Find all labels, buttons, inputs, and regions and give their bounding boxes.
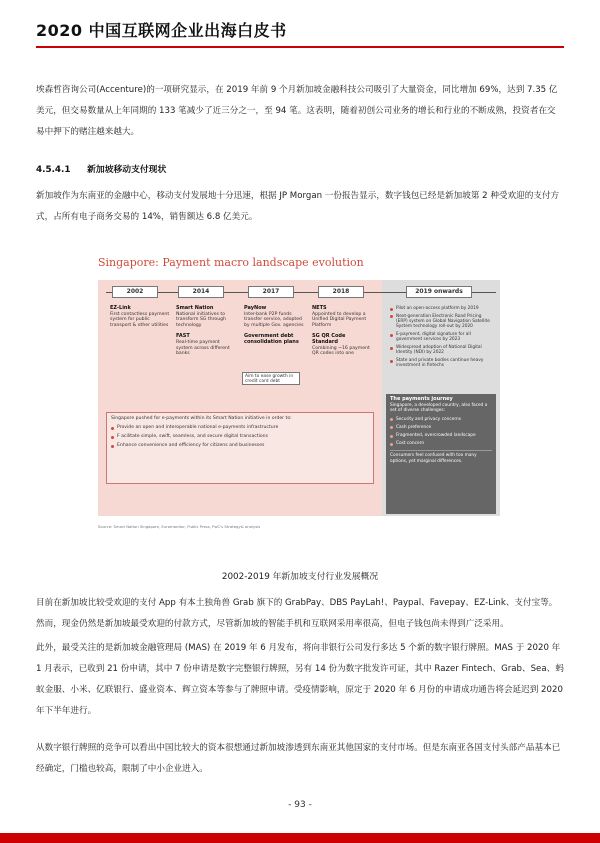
onwards-item: Widespread adoption of National Digital Identity (NDI) by 2022 — [390, 345, 494, 355]
page-number: - 93 - — [288, 800, 312, 810]
journey-conclusion: Consumers feel confused with too many options, yet marginal differences. — [390, 450, 492, 463]
ezlink-title: EZ-Link — [110, 305, 131, 311]
header-rule — [36, 46, 564, 48]
page-header — [0, 0, 600, 52]
smart-nation-desc: National initiatives to transform SG through technology — [176, 311, 226, 328]
column-2002 — [110, 306, 170, 328]
smart-nation-intro: Singapore pushed for e-payments within its Smart Nation initiative in order to: — [111, 416, 292, 421]
year-2017: 2017 — [248, 286, 294, 298]
onwards-bullets — [390, 306, 494, 371]
journey-item: Fragmented, overcrowded landscape — [390, 433, 492, 438]
smart-nation-item: F acilitate simple, swift, seamless, and secure digital transactions — [111, 434, 369, 440]
onwards-item: Next-generation Electronic Road Pricing (ERP) system on Global Navigation Satellite System technology roll-out by 2020 — [390, 314, 494, 330]
column-2014 — [176, 306, 236, 357]
nets-desc: Appointed to develop a Unified Digital Payment Platform — [312, 311, 367, 328]
paynow-title: PayNow — [244, 305, 267, 311]
paragraph-singapore-payment: 新加坡作为东南亚的金融中心，移动支付发展地十分迅速，根据 JP Morgan 一份报告显示，数字钱包已经是新加坡第 2 种受欢迎的支付方式，占所有电子商务交易的 14%，销售额达 6.8 亿美元。 — [36, 191, 560, 222]
ezlink-desc: First contactless payment system for public transport & other utilities — [110, 311, 170, 328]
figure-caption: 2002-2019 年新加坡支付行业发展概况 — [221, 572, 379, 582]
paragraph-popular-apps: 目前在新加坡比较受欢迎的支付 App 有本土独角兽 Grab 旗下的 GrabPay、DBS PayLah!、Paypal、Favepay、EZ-Link、支付宝等。然而，现金仍然是新加坡最受欢迎的付款方式，尽管新加坡的智能手机和互联网采用率很高，但电子钱包尚未得到广泛采用。 — [36, 598, 558, 629]
smart-nation-item: Enhance convenience and efficiency for citizens and businesses — [111, 443, 369, 449]
footer-bar — [0, 833, 600, 843]
column-2017 — [244, 306, 304, 346]
smart-nation-title: Smart Nation — [176, 305, 214, 311]
paragraph-accenture: 埃森哲咨询公司(Accenture)的一项研究显示，在 2019 年前 9 个月新加坡金融科技公司吸引了大量资金，同比增加 69%，达到 7.35 亿美元，但交易数量从上年同期的 133 笔减少了近三分之一，至 94 笔。这表明，随着初创公司业务的增长和行业的不断成熟，投资者在交易中押下的赌注越来越大。 — [36, 85, 558, 137]
smart-nation-box — [106, 412, 374, 484]
fast-title: FAST — [176, 333, 190, 340]
year-2002: 2002 — [112, 286, 158, 298]
header-title: 2020 中国互联网企业出海白皮书 — [36, 21, 287, 40]
figure-title: Singapore: Payment macro landscape evolution — [98, 256, 364, 269]
nets-title: NETS — [312, 305, 327, 311]
smart-nation-item: Provide an open and interoperable national e-payments infrastructure — [111, 425, 369, 431]
paragraph-conclusion: 从数字银行牌照的竞争可以看出中国比较大的资本很想通过新加坡渗透到东南亚其他国家的支付市场。但是东南亚各国支付头部产品基本已经确定，门槛也较高，限制了中小企业进入。 — [36, 743, 561, 774]
sgqr-desc: Combining ~16 payment QR codes into one — [312, 345, 370, 357]
journey-item: Security and privacy concerns — [390, 417, 492, 422]
aim-box: Aim to ease growth in credit card debt — [242, 372, 300, 385]
year-2019-onwards: 2019 onwards — [406, 286, 472, 298]
figure-source: Source: Smart Nation Singapore, Euromonitor, Public Press, PwC's Strategy& analysis — [98, 524, 261, 529]
payment-landscape-figure — [98, 252, 500, 542]
journey-item: Cash preference — [390, 425, 492, 430]
column-2018 — [312, 306, 372, 357]
section-heading — [36, 162, 166, 175]
section-title: 新加坡移动支付现状 — [87, 165, 167, 175]
journey-item: Cost concern — [390, 441, 492, 446]
onwards-item: State and private bodies continue heavy investment in fintechs — [390, 358, 494, 368]
journey-intro: Singapore, a developed country, also faced a set of diverse challenges: — [390, 403, 488, 414]
sgqr-title: SG QR Code Standard — [312, 333, 346, 345]
payments-journey-box — [386, 394, 496, 514]
paragraph-mas-licenses: 此外，最受关注的是新加坡金融管理局 (MAS) 在 2019 年 6 月发布，将向非银行公司发行多达 5 个新的数字银行牌照。MAS 于 2020 年 1 月表示，已收到 21 份申请，其中 7 份申请是数字完整银行牌照，另有 14 份为数字批发许可证，其中 Razer Fintech、Grab、Sea、蚂蚁金服、小米、亿联银行、盛业资本、辉立资本等参与了牌照申请。受疫情影响，原定于 2020 年 6 月份的申请成功通告将会延迟到 2020 年下半年进行。 — [36, 643, 564, 716]
onwards-item: Pilot an open-access platform by 2019 — [390, 306, 494, 311]
section-number: 4.5.4.1 — [36, 165, 71, 175]
debt-plans-title: Government debt consolidation plans — [244, 333, 299, 345]
year-2018: 2018 — [318, 286, 364, 298]
year-2014: 2014 — [178, 286, 224, 298]
journey-title: The payments journey — [390, 396, 453, 402]
fast-desc: Real-time payment system across different banks — [176, 339, 230, 357]
onwards-item: E-payment, digital signature for all government services by 2023 — [390, 332, 494, 342]
paynow-desc: Inter-bank P2P funds transfer service, adopted by multiple Gov. agencies — [244, 311, 304, 328]
